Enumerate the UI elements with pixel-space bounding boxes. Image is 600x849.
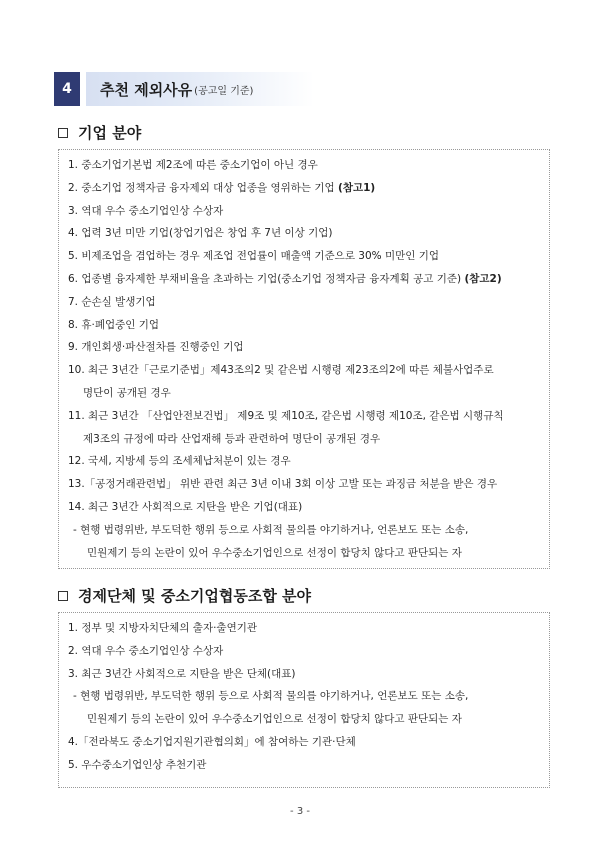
list-item-text: 9. 개인회생·파산절차를 진행중인 기업 xyxy=(68,341,244,354)
list-item-text: 2. 중소기업 정책자금 융자제외 대상 업종을 영위하는 기업 xyxy=(68,181,339,194)
list-item xyxy=(59,405,549,428)
list-item xyxy=(59,428,549,451)
list-item-text: - 현행 법령위반, 부도덕한 행위 등으로 사회적 물의를 야기하거나, 언론보도 또는 소송, xyxy=(73,690,469,703)
list-item xyxy=(59,708,549,731)
list-item xyxy=(59,473,549,496)
checkbox-square-icon xyxy=(58,128,68,138)
list-item xyxy=(59,314,549,337)
list-item-text: 6. 업종별 융자제한 부채비율을 초과하는 기업(중소기업 정책자금 융자계획 공고 기준) xyxy=(68,272,465,285)
list-item xyxy=(59,542,549,565)
section-header-subtitle: (공고일 기준) xyxy=(194,85,254,97)
list-item xyxy=(59,200,549,223)
list-item xyxy=(59,496,549,519)
list-item-text: 제3조의 규정에 따라 산업재해 등과 관련하여 명단이 공개된 경우 xyxy=(83,432,381,445)
list-item xyxy=(59,382,549,405)
list-item xyxy=(59,519,549,542)
list-item-text: 12. 국세, 지방세 등의 조세체납처분이 있는 경우 xyxy=(68,455,291,468)
list-item-text: 5. 비제조업을 겸업하는 경우 제조업 전업률이 매출액 기준으로 30% 미만인 기업 xyxy=(68,250,440,263)
list-item xyxy=(59,359,549,382)
association-exclusion-list xyxy=(59,617,549,777)
list-item xyxy=(59,336,549,359)
list-item xyxy=(59,731,549,754)
list-item xyxy=(59,177,549,200)
list-item xyxy=(59,222,549,245)
list-item xyxy=(59,754,549,777)
section-header-band xyxy=(86,72,314,106)
list-item xyxy=(59,268,549,291)
section-header xyxy=(54,72,314,106)
list-item-text: 8. 휴·폐업중인 기업 xyxy=(68,318,160,331)
list-item-text: 14. 최근 3년간 사회적으로 지탄을 받은 기업(대표) xyxy=(68,500,303,513)
list-item xyxy=(59,245,549,268)
reference-note: (참고2) xyxy=(464,272,502,285)
list-item xyxy=(59,291,549,314)
page-number: - 3 - xyxy=(290,806,310,817)
association-exclusion-panel xyxy=(58,612,550,788)
list-item xyxy=(59,450,549,473)
reference-note: (참고1) xyxy=(338,181,376,194)
section-title-text: 기업 분야 xyxy=(78,124,142,142)
checkbox-square-icon xyxy=(58,591,68,601)
list-item xyxy=(59,617,549,640)
list-item-text: 4.「전라북도 중소기업지원기관협의회」에 참여하는 기관·단체 xyxy=(68,735,356,748)
list-item-text: 3. 최근 3년간 사회적으로 지탄을 받은 단체(대표) xyxy=(68,667,296,680)
list-item-text: 2. 역대 우수 중소기업인상 수상자 xyxy=(68,644,224,657)
list-item xyxy=(59,663,549,686)
list-item-text: 명단이 공개된 경우 xyxy=(83,386,171,399)
list-item-text: 4. 업력 3년 미만 기업(창업기업은 창업 후 7년 이상 기업) xyxy=(68,227,333,240)
list-item-text: 11. 최근 3년간 「산업안전보건법」 제9조 및 제10조, 같은법 시행령 제10조, 같은법 시행규칙 xyxy=(68,409,504,422)
company-exclusion-list xyxy=(59,154,549,564)
list-item-text: 7. 순손실 발생기업 xyxy=(68,295,156,308)
list-item xyxy=(59,640,549,663)
list-item-text: 3. 역대 우수 중소기업인상 수상자 xyxy=(68,204,224,217)
section-title-association xyxy=(58,585,311,606)
list-item-text: 10. 최근 3년간「근로기준법」제43조의2 및 같은법 시행령 제23조의2에 따른 체불사업주로 xyxy=(68,364,494,377)
company-exclusion-panel xyxy=(58,149,550,569)
list-item-text: 민원제기 등의 논란이 있어 우수중소기업인으로 선정이 합당치 않다고 판단되는 자 xyxy=(87,546,462,559)
section-number-badge: 4 xyxy=(54,72,80,106)
list-item-text: 5. 우수중소기업인상 추천기관 xyxy=(68,758,207,771)
list-item-text: 13.「공정거래관련법」 위반 관련 최근 3년 이내 3회 이상 고발 또는 과징금 처분을 받은 경우 xyxy=(68,478,498,491)
list-item xyxy=(59,154,549,177)
list-item-text: - 현행 법령위반, 부도덕한 행위 등으로 사회적 물의를 야기하거나, 언론보도 또는 소송, xyxy=(73,523,469,536)
list-item-text: 1. 정부 및 지방자치단체의 출자·출연기관 xyxy=(68,622,257,634)
list-item-text: 민원제기 등의 논란이 있어 우수중소기업인으로 선정이 합당치 않다고 판단되는 자 xyxy=(87,713,462,726)
section-title-text: 경제단체 및 중소기업협동조합 분야 xyxy=(78,587,312,605)
list-item xyxy=(59,685,549,708)
list-item-text: 1. 중소기업기본법 제2조에 따른 중소기업이 아닌 경우 xyxy=(68,159,318,171)
section-title-company xyxy=(58,122,141,143)
section-header-title: 추천 제외사유 xyxy=(100,80,193,99)
